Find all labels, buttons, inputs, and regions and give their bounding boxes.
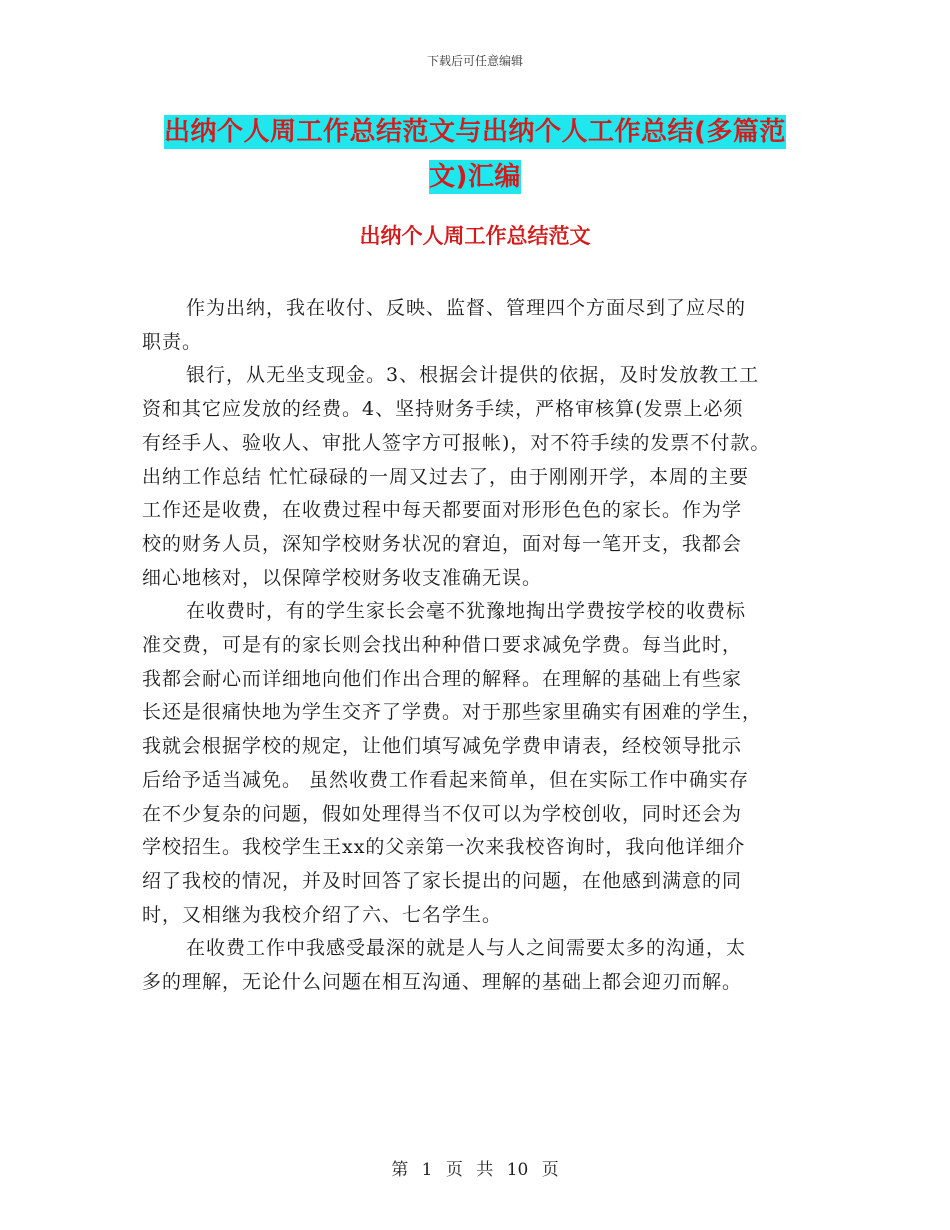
text-line: 工作还是收费，在收费过程中每天都要面对形形色色的家长。作为学 bbox=[142, 499, 743, 522]
paragraph-2 bbox=[142, 359, 814, 595]
title-line-1: 出纳个人周工作总结范文与出纳个人工作总结(多篇范 bbox=[164, 117, 786, 147]
text-line: 长还是很痛快地为学生交齐了学费。对于那些家里确实有困难的学生， bbox=[142, 701, 763, 724]
document-title bbox=[140, 110, 810, 200]
text-line: 准交费，可是有的家长则会找出种种借口要求减免学费。每当此时， bbox=[142, 634, 743, 657]
text-line: 有经手人、验收人、审批人签字方可报帐)，对不符手续的发票不付款。 bbox=[142, 431, 771, 454]
text-line: 在收费工作中我感受最深的就是人与人之间需要太多的沟通，太 bbox=[186, 937, 747, 960]
text-line: 我都会耐心而详细地向他们作出合理的解释。在理解的基础上有些家 bbox=[142, 667, 743, 690]
page-footer: 第 1 页 共 10 页 bbox=[391, 1160, 559, 1180]
text-line: 银行，从无坐支现金。3、根据会计提供的依据，及时发放教工工 bbox=[186, 364, 760, 387]
text-line: 作为出纳，我在收付、反映、监督、管理四个方面尽到了应尽的 bbox=[186, 297, 747, 319]
text-line: 后给予适当减免。 虽然收费工作看起来简单，但在实际工作中确实存 bbox=[142, 768, 750, 791]
paragraph-4 bbox=[142, 932, 814, 999]
text-line: 细心地核对，以保障学校财务收支准确无误。 bbox=[142, 566, 543, 589]
text-line: 学校招生。我校学生王xx的父亲第一次来我校咨询时，我向他详细介 bbox=[142, 836, 746, 859]
text-line: 资和其它应发放的经费。4、坚持财务手续，严格审核算(发票上必须 bbox=[142, 398, 744, 421]
text-line: 我就会根据学校的规定，让他们填写减免学费申请表，经校领导批示 bbox=[142, 735, 743, 758]
text-line: 时，又相继为我校介绍了六、七名学生。 bbox=[142, 903, 503, 926]
section-title: 出纳个人周工作总结范文 bbox=[359, 224, 591, 248]
paragraph-3 bbox=[142, 595, 814, 932]
text-line: 职责。 bbox=[142, 330, 203, 353]
text-line: 在收费时，有的学生家长会毫不犹豫地掏出学费按学校的收费标 bbox=[186, 600, 747, 623]
title-line-2: 文)汇编 bbox=[429, 162, 521, 192]
text-line: 多的理解，无论什么问题在相互沟通、理解的基础上都会迎刃而解。 bbox=[142, 971, 743, 994]
text-line: 在不少复杂的问题，假如处理得当不仅可以为学校创收，同时还会为 bbox=[142, 802, 743, 825]
text-line: 校的财务人员，深知学校财务状况的窘迫，面对每一笔开支，我都会 bbox=[142, 532, 743, 555]
paragraph-1 bbox=[142, 292, 814, 359]
text-line: 出纳工作总结 忙忙碌碌的一周又过去了，由于刚刚开学，本周的主要 bbox=[142, 465, 750, 488]
text-line: 绍了我校的情况，并及时回答了家长提出的问题，在他感到满意的同 bbox=[142, 869, 743, 892]
header-note: 下载后可任意编辑 bbox=[426, 54, 523, 68]
body-text bbox=[142, 292, 814, 1000]
